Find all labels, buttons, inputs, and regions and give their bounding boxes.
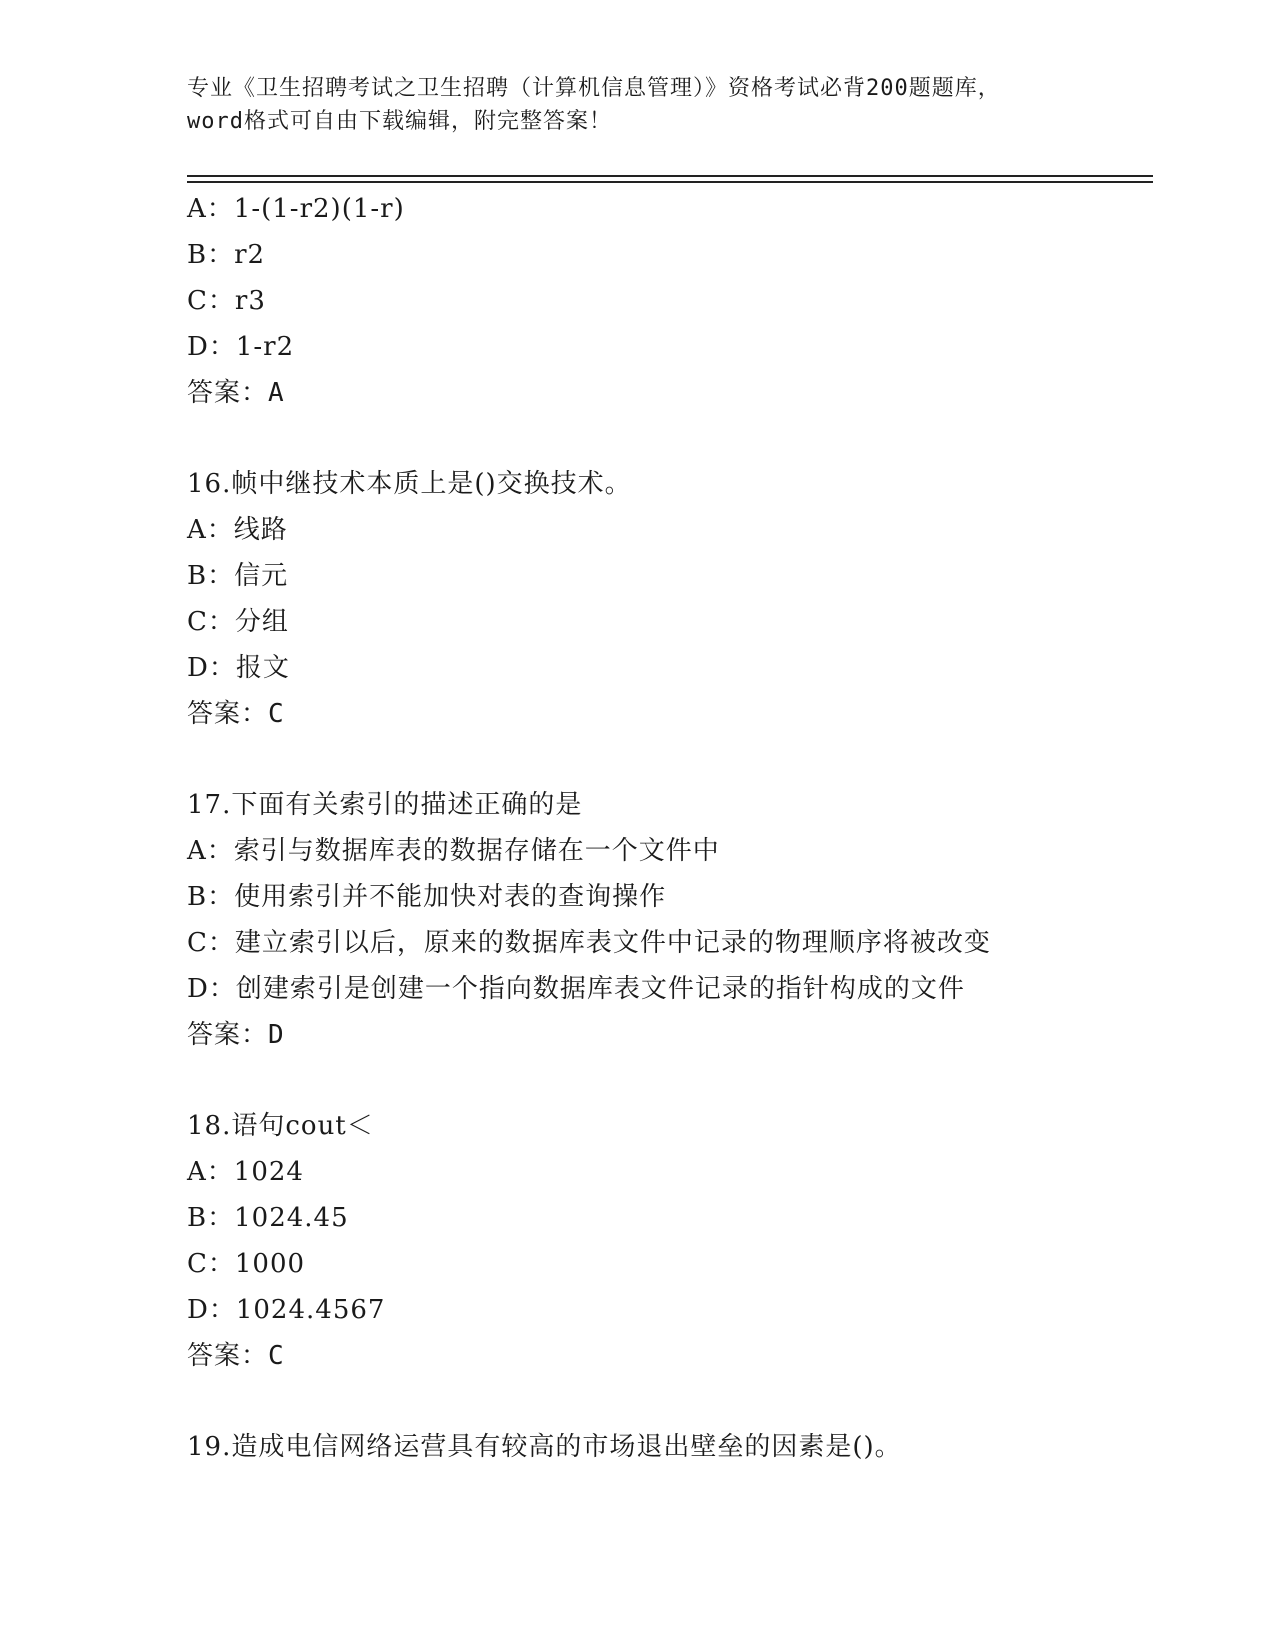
question-text: 17.下面有关索引的描述正确的是 xyxy=(187,790,583,820)
header-divider-bottom xyxy=(187,181,1153,183)
option-d: D：报文 xyxy=(187,653,290,683)
option-c: C：分组 xyxy=(187,607,289,637)
question-text: 18.语句cout＜ xyxy=(187,1111,374,1141)
option-d: D：1024.4567 xyxy=(187,1295,386,1325)
header-line-2: word格式可自由下载编辑，附完整答案！ xyxy=(187,109,612,134)
option-a: A：1-(1-r2)(1-r) xyxy=(187,194,405,224)
question-19 xyxy=(187,1424,1187,1470)
question-15 xyxy=(187,186,1187,416)
option-a: A：线路 xyxy=(187,515,288,545)
answer: 答案：A xyxy=(187,378,285,408)
option-b: B：1024.45 xyxy=(187,1203,349,1233)
header-line-1: 专业《卫生招聘考试之卫生招聘（计算机信息管理）》资格考试必背200题题库， xyxy=(187,76,1001,101)
question-text: 19.造成电信网络运营具有较高的市场退出壁垒的因素是()。 xyxy=(187,1432,902,1462)
option-c: C：1000 xyxy=(187,1249,306,1279)
header-divider-top xyxy=(187,175,1153,177)
option-b: B：使用索引并不能加快对表的查询操作 xyxy=(187,882,667,912)
option-c: C：建立索引以后，原来的数据库表文件中记录的物理顺序将被改变 xyxy=(187,928,991,958)
option-d: D：创建索引是创建一个指向数据库表文件记录的指针构成的文件 xyxy=(187,974,965,1004)
option-a: A：1024 xyxy=(187,1157,304,1187)
question-text: 16.帧中继技术本质上是()交换技术。 xyxy=(187,469,632,499)
question-18 xyxy=(187,1103,1187,1379)
question-17 xyxy=(187,782,1187,1058)
option-c: C：r3 xyxy=(187,286,266,316)
document-header xyxy=(187,72,1087,138)
option-d: D：1-r2 xyxy=(187,332,295,362)
option-b: B：r2 xyxy=(187,240,266,270)
answer: 答案：D xyxy=(187,1020,285,1050)
option-a: A：索引与数据库表的数据存储在一个文件中 xyxy=(187,836,720,866)
option-b: B：信元 xyxy=(187,561,289,591)
question-16 xyxy=(187,461,1187,737)
question-list xyxy=(187,186,1187,1470)
answer: 答案：C xyxy=(187,699,285,729)
answer: 答案：C xyxy=(187,1341,285,1371)
